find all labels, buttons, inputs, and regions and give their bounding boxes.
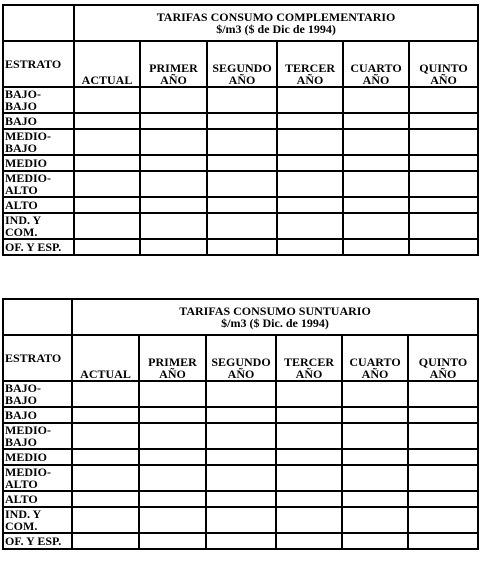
tariff-value-cell: [206, 407, 276, 423]
column-header-line1: PRIMER: [148, 355, 197, 369]
stratum-label: [3, 533, 72, 549]
table-row: [3, 113, 478, 129]
tariff-value-cell: [342, 423, 408, 449]
tariff-value-cell: [409, 87, 478, 113]
tariff-value-cell: [139, 465, 206, 491]
estrato-header: ESTRATO: [3, 335, 72, 381]
table-row: [3, 407, 478, 423]
tariff-value-cell: [72, 423, 139, 449]
table-row: [3, 381, 478, 407]
tariff-value-cell: [409, 197, 478, 213]
stratum-label: [3, 381, 72, 407]
tariff-value-cell: [343, 197, 409, 213]
tariff-value-cell: [72, 449, 139, 465]
tariff-value-cell: [408, 449, 478, 465]
column-header-line2: AÑO: [159, 367, 186, 381]
tariff-value-cell: [276, 449, 342, 465]
stratum-label-line1: MEDIO: [5, 450, 47, 464]
tariff-value-cell: [276, 381, 342, 407]
stratum-label-line2: BAJO: [5, 99, 38, 113]
corner-cell: [3, 299, 72, 335]
tariff-value-cell: [408, 381, 478, 407]
column-header-segundo-ano: [206, 335, 276, 381]
stratum-label-line2: COM.: [5, 519, 38, 533]
column-header-line2: AÑO: [227, 367, 255, 381]
table-row: [3, 533, 478, 549]
tariff-value-cell: [277, 171, 343, 197]
column-header-cuarto-ano: [343, 41, 409, 87]
tariff-value-cell: [74, 129, 140, 155]
stratum-label: [3, 449, 72, 465]
table-title: [74, 5, 478, 41]
tariff-value-cell: [276, 533, 342, 549]
tariff-value-cell: [343, 155, 409, 171]
tariff-value-cell: [139, 491, 206, 507]
tariff-value-cell: [343, 239, 409, 255]
column-header-actual: [72, 335, 139, 381]
tariff-value-cell: [206, 491, 276, 507]
tariff-value-cell: [342, 449, 408, 465]
tariff-value-cell: [276, 407, 342, 423]
column-header-line1: ACTUAL: [81, 73, 133, 87]
tariff-value-cell: [343, 129, 409, 155]
tariff-value-cell: [72, 465, 139, 491]
tariff-value-cell: [342, 491, 408, 507]
tariff-value-cell: [206, 465, 276, 491]
column-header-line1: ACTUAL: [80, 367, 131, 381]
tariff-value-cell: [139, 449, 206, 465]
tariff-value-cell: [343, 87, 409, 113]
table-body: [3, 87, 478, 255]
tariff-value-cell: [140, 87, 207, 113]
table-body: [3, 381, 478, 549]
tariff-value-cell: [207, 129, 277, 155]
tariff-value-cell: [140, 155, 207, 171]
stratum-label-line2: ALTO: [5, 477, 38, 491]
stratum-label-line1: MEDIO-: [5, 129, 51, 143]
tariff-value-cell: [276, 507, 342, 533]
tariff-value-cell: [207, 239, 277, 255]
stratum-label: [3, 155, 74, 171]
column-header-line1: QUINTO: [419, 61, 468, 75]
tariff-value-cell: [343, 213, 409, 239]
column-header-line2: AÑO: [160, 73, 187, 87]
table-row: [3, 87, 478, 113]
column-header-line2: AÑO: [296, 73, 324, 87]
tariff-value-cell: [408, 533, 478, 549]
tariff-value-cell: [277, 239, 343, 255]
tariff-value-cell: [74, 197, 140, 213]
tariff-value-cell: [140, 129, 207, 155]
stratum-label-line1: IND. Y: [5, 213, 42, 227]
stratum-label-line1: ALTO: [5, 198, 38, 212]
stratum-label-line2: BAJO: [5, 141, 38, 155]
tariff-value-cell: [206, 507, 276, 533]
tariff-value-cell: [72, 533, 139, 549]
stratum-label: [3, 423, 72, 449]
tariff-value-cell: [207, 213, 277, 239]
table-row: [3, 213, 478, 239]
column-header-line2: AÑO: [362, 73, 390, 87]
stratum-label: [3, 87, 74, 113]
column-header-line1: PRIMER: [149, 61, 198, 75]
title-line-2: $/m3 ($ Dic. de 1994): [221, 316, 329, 330]
title-line-2: $/m3 ($ de Dic de 1994): [216, 22, 336, 36]
stratum-label-line1: MEDIO-: [5, 423, 51, 437]
tariff-value-cell: [74, 239, 140, 255]
stratum-label: [3, 407, 72, 423]
stratum-label: [3, 507, 72, 533]
table-row: [3, 129, 478, 155]
title-line-1: TARIFAS CONSUMO SUNTUARIO: [179, 304, 371, 318]
tariff-value-cell: [408, 465, 478, 491]
tariff-value-cell: [74, 155, 140, 171]
table-row: [3, 197, 478, 213]
tariff-value-cell: [276, 423, 342, 449]
tariff-value-cell: [342, 533, 408, 549]
tariff-value-cell: [207, 197, 277, 213]
stratum-label-line1: BAJO-: [5, 381, 41, 395]
stratum-label-line1: MEDIO-: [5, 171, 51, 185]
stratum-label-line1: ALTO: [5, 492, 38, 506]
tariff-value-cell: [277, 113, 343, 129]
stratum-label-line1: MEDIO-: [5, 465, 51, 479]
stratum-label: [3, 113, 74, 129]
stratum-label-line1: OF. Y ESP.: [5, 534, 62, 548]
stratum-label-line1: MEDIO: [5, 156, 47, 170]
corner-cell: [3, 5, 74, 41]
stratum-label-line1: BAJO: [5, 408, 38, 422]
tariff-value-cell: [277, 129, 343, 155]
column-header-line1: TERCER: [283, 355, 334, 369]
column-header-line2: AÑO: [429, 367, 457, 381]
table-row: [3, 465, 478, 491]
tariff-value-cell: [206, 423, 276, 449]
tariff-value-cell: [276, 465, 342, 491]
tariff-value-cell: [140, 113, 207, 129]
stratum-label-line1: BAJO-: [5, 87, 41, 101]
column-header-quinto-ano: [408, 335, 478, 381]
tariff-value-cell: [72, 507, 139, 533]
tariff-value-cell: [72, 381, 139, 407]
table-row: [3, 449, 478, 465]
tariff-value-cell: [207, 171, 277, 197]
column-header-cuarto-ano: [342, 335, 408, 381]
tariff-value-cell: [74, 113, 140, 129]
tariff-value-cell: [140, 213, 207, 239]
column-header-line2: AÑO: [295, 367, 323, 381]
column-header-quinto-ano: [409, 41, 478, 87]
tariff-value-cell: [343, 113, 409, 129]
column-header-line2: AÑO: [430, 73, 457, 87]
estrato-header: ESTRATO: [3, 41, 74, 87]
stratum-label-line1: IND. Y: [5, 507, 42, 521]
tariff-value-cell: [276, 491, 342, 507]
tariff-value-cell: [72, 491, 139, 507]
tariff-value-cell: [277, 87, 343, 113]
stratum-label-line2: COM.: [5, 225, 38, 239]
column-header-line1: CUARTO: [349, 355, 401, 369]
stratum-label: [3, 171, 74, 197]
tariff-value-cell: [207, 113, 277, 129]
column-header-line1: SEGUNDO: [212, 61, 272, 75]
tariff-value-cell: [139, 381, 206, 407]
tariff-value-cell: [206, 533, 276, 549]
tariff-value-cell: [207, 155, 277, 171]
table-row: [3, 491, 478, 507]
stratum-label-line2: ALTO: [5, 183, 38, 197]
column-header-tercer-ano: [276, 335, 342, 381]
tariff-value-cell: [277, 197, 343, 213]
column-header-tercer-ano: [277, 41, 343, 87]
stratum-label: [3, 465, 72, 491]
tariff-value-cell: [139, 507, 206, 533]
tariff-value-cell: [140, 197, 207, 213]
column-header-line1: CUARTO: [350, 61, 402, 75]
tariff-value-cell: [139, 407, 206, 423]
column-header-primer-ano: [140, 41, 207, 87]
tariff-value-cell: [139, 533, 206, 549]
tariff-value-cell: [140, 171, 207, 197]
tariff-value-cell: [206, 449, 276, 465]
stratum-label: [3, 129, 74, 155]
tarifa-table-suntuario: [2, 298, 479, 550]
column-header-line1: QUINTO: [418, 355, 468, 369]
tariff-value-cell: [408, 491, 478, 507]
table-row: [3, 507, 478, 533]
tariff-value-cell: [409, 171, 478, 197]
tarifa-table-complementario: [2, 4, 479, 256]
tariff-value-cell: [409, 155, 478, 171]
tariff-value-cell: [206, 381, 276, 407]
tariff-value-cell: [277, 155, 343, 171]
stratum-label-line1: OF. Y ESP.: [5, 240, 62, 254]
tariff-value-cell: [139, 423, 206, 449]
tariff-value-cell: [409, 213, 478, 239]
column-header-line2: AÑO: [361, 367, 389, 381]
tariff-value-cell: [72, 407, 139, 423]
tariff-value-cell: [409, 129, 478, 155]
tariff-value-cell: [140, 239, 207, 255]
tariff-value-cell: [277, 213, 343, 239]
stratum-label: [3, 213, 74, 239]
tariff-value-cell: [408, 423, 478, 449]
column-header-primer-ano: [139, 335, 206, 381]
title-line-1: TARIFAS CONSUMO COMPLEMENTARIO: [156, 10, 396, 24]
stratum-label: [3, 197, 74, 213]
table-row: [3, 239, 478, 255]
tariff-value-cell: [207, 87, 277, 113]
tariff-value-cell: [74, 87, 140, 113]
tariff-value-cell: [74, 213, 140, 239]
column-header-line1: SEGUNDO: [211, 355, 271, 369]
tariff-value-cell: [342, 507, 408, 533]
tariff-value-cell: [409, 239, 478, 255]
tariff-value-cell: [342, 381, 408, 407]
stratum-label: [3, 491, 72, 507]
tariff-value-cell: [408, 507, 478, 533]
stratum-label-line2: BAJO: [5, 393, 38, 407]
stratum-label-line1: BAJO: [5, 114, 38, 128]
column-header-segundo-ano: [207, 41, 277, 87]
table-row: [3, 423, 478, 449]
table-row: [3, 171, 478, 197]
column-header-line1: TERCER: [284, 61, 335, 75]
stratum-label-line2: BAJO: [5, 435, 38, 449]
column-header-actual: [74, 41, 140, 87]
tariff-value-cell: [409, 113, 478, 129]
tariff-value-cell: [74, 171, 140, 197]
column-header-line2: AÑO: [228, 73, 256, 87]
tariff-value-cell: [342, 407, 408, 423]
tariff-value-cell: [343, 171, 409, 197]
stratum-label: [3, 239, 74, 255]
tariff-value-cell: [408, 407, 478, 423]
table-row: [3, 155, 478, 171]
table-title: [72, 299, 478, 335]
tariff-value-cell: [342, 465, 408, 491]
